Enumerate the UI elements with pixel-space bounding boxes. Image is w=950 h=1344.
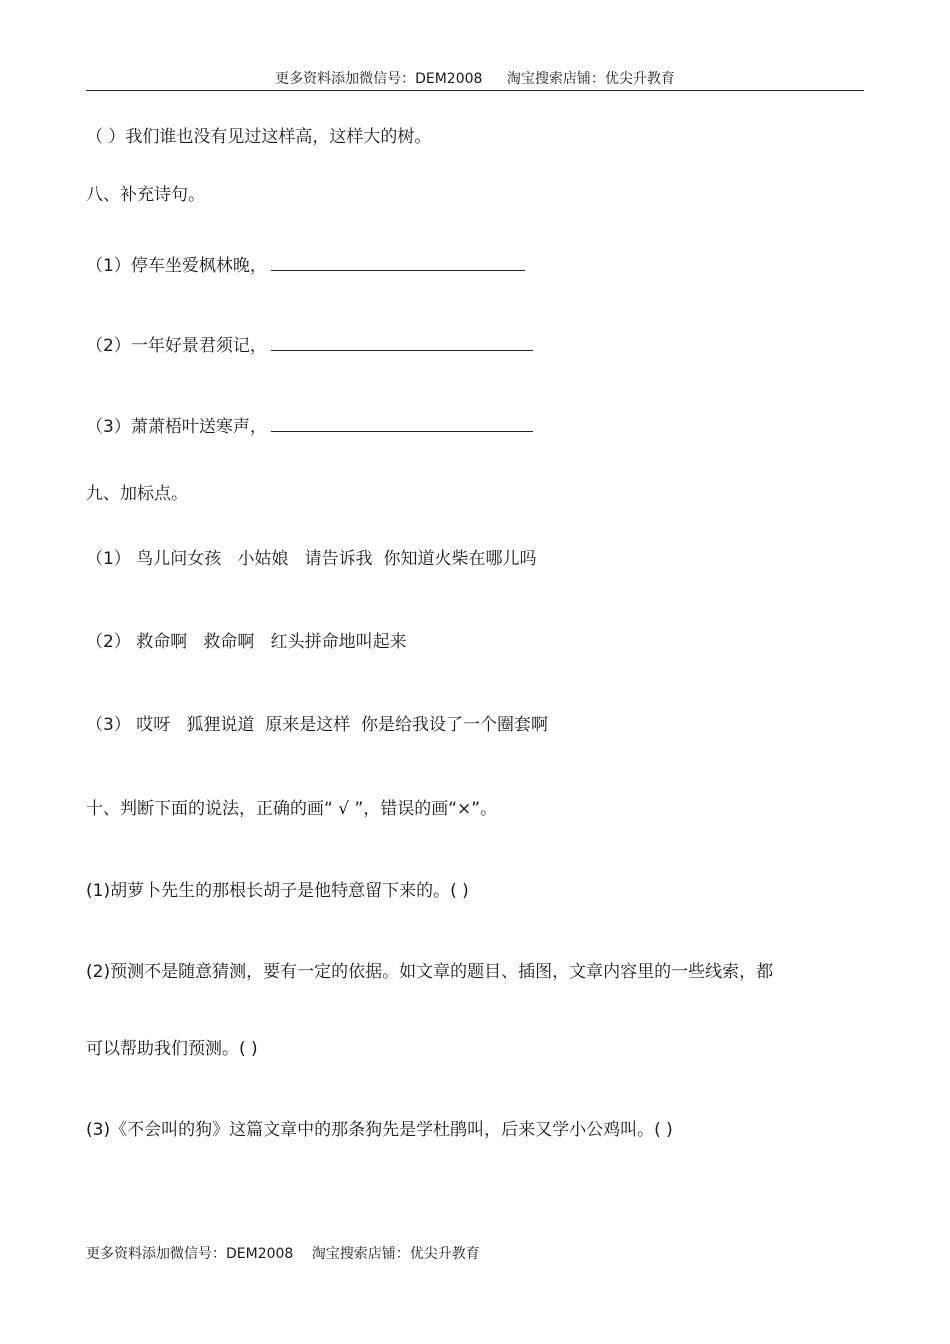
answer-blank-2[interactable]	[271, 332, 533, 351]
judge-question-1: (1)胡萝卜先生的那根长胡子是他特意留下来的。( )	[86, 881, 469, 901]
footer-shop: 淘宝搜索店铺：优尖升教育	[311, 1246, 480, 1262]
section-9-title: 九、加标点。	[86, 484, 188, 504]
answer-blank-3[interactable]	[271, 413, 533, 432]
punctuation-question-1: （1） 鸟儿问女孩 小姑娘 请告诉我 你知道火柴在哪儿吗	[86, 549, 537, 569]
poem-question-1	[86, 252, 525, 278]
page-footer	[86, 1243, 494, 1265]
footer-wechat: 更多资料添加微信号：DEM2008	[86, 1246, 294, 1262]
poem-question-3-text: （3）萧萧梧叶送寒声，	[86, 417, 267, 437]
judge-question-2-line-1: (2)预测不是随意猜测，要有一定的依据。如文章的题目、插图，文章内容里的一些线索，都	[86, 962, 774, 982]
poem-question-1-text: （1）停车坐爱枫林晚，	[86, 256, 267, 276]
judge-question-3: (3)《不会叫的狗》这篇文章中的那条狗先是学杜鹃叫，后来又学小公鸡叫。( )	[86, 1120, 673, 1140]
section-10-title: 十、判断下面的说法，正确的画“ √ ”，错误的画“×”。	[86, 799, 498, 819]
header-wechat: 更多资料添加微信号：DEM2008	[275, 71, 483, 87]
answer-blank-1[interactable]	[271, 252, 525, 271]
poem-question-3	[86, 413, 533, 439]
punctuation-question-3: （3） 哎呀 狐狸说道 原来是这样 你是给我设了一个圈套啊	[86, 715, 549, 735]
header-shop: 淘宝搜索店铺：优尖升教育	[506, 71, 675, 87]
question-line: （ ）我们谁也没有见过这样高，这样大的树。	[86, 127, 432, 147]
punctuation-question-2: （2） 救命啊 救命啊 红头拼命地叫起来	[86, 632, 407, 652]
section-8-title: 八、补充诗句。	[86, 185, 205, 205]
page-header	[86, 68, 864, 91]
poem-question-2-text: （2）一年好景君须记，	[86, 336, 267, 356]
poem-question-2	[86, 332, 533, 358]
judge-question-2-line-2: 可以帮助我们预测。( )	[86, 1039, 258, 1059]
